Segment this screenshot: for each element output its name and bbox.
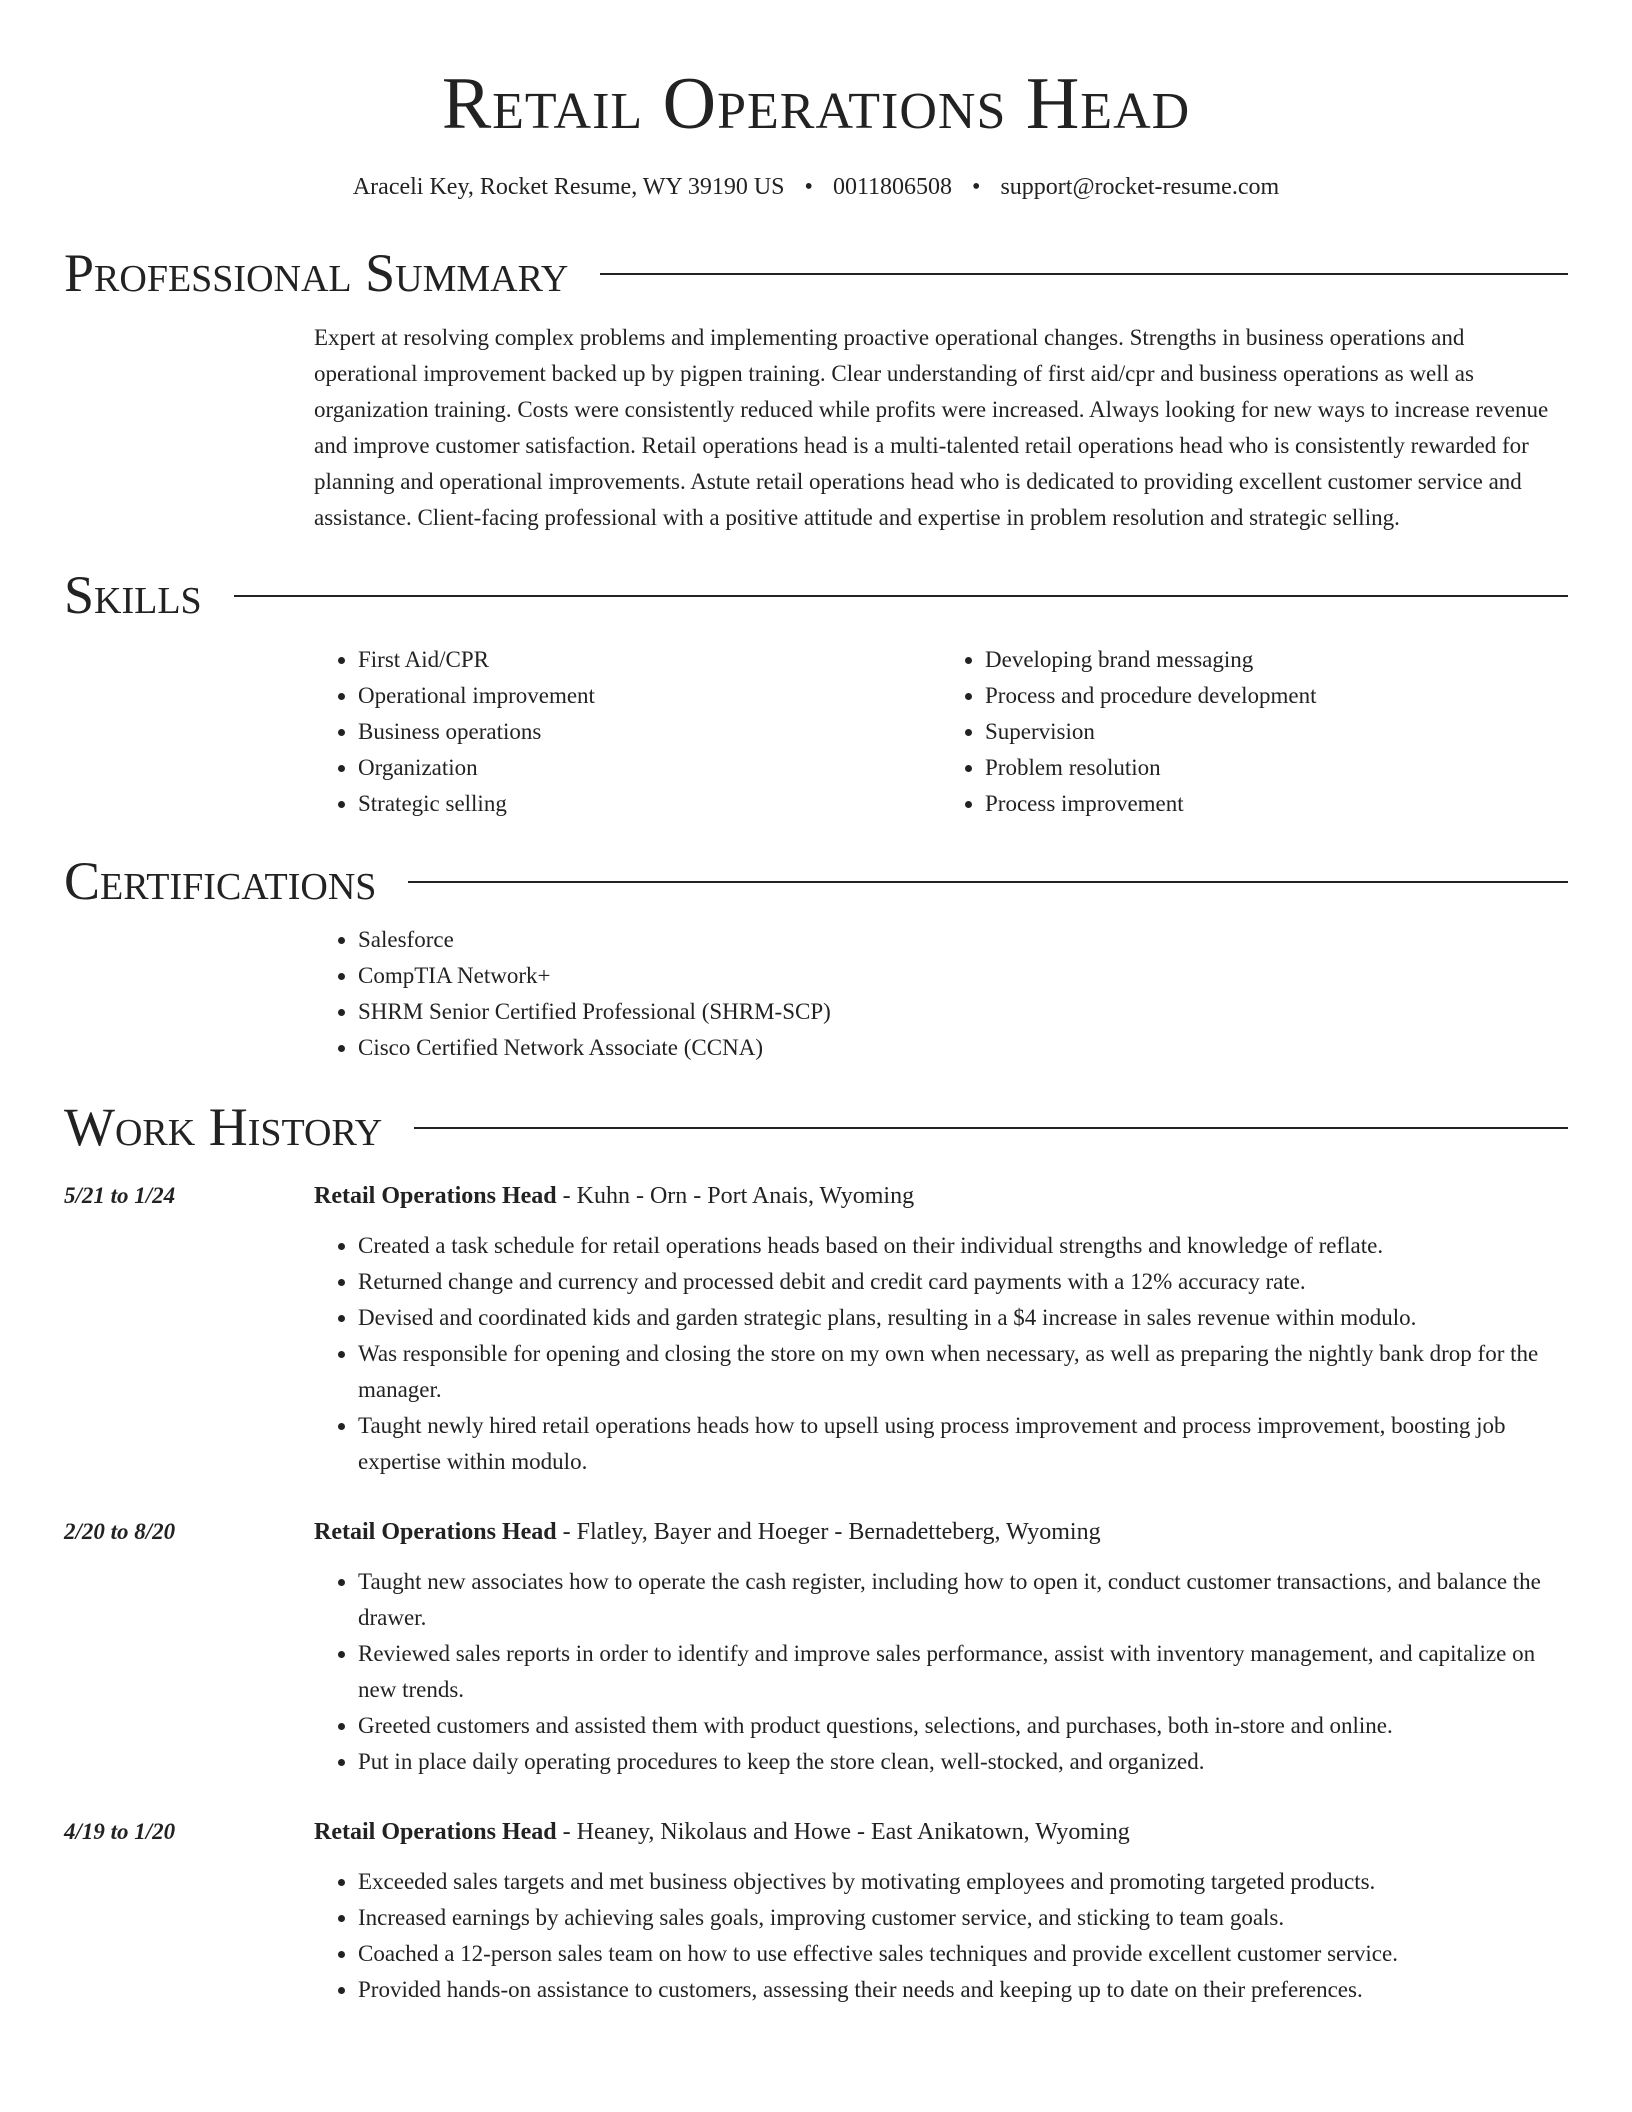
job-title: Retail Operations Head [314, 1519, 557, 1545]
certifications-section-title: Certifications [64, 851, 377, 911]
contact-separator: • [804, 174, 813, 200]
job-bullet: • Taught newly hired retail operations heads how to upsell using process improvement and process improvement, boosting job expertise within modulo. [358, 1408, 1568, 1480]
skill-item: • Problem resolution [985, 750, 1568, 786]
job-bullet: • Provided hands-on assistance to customers, assessing their needs and keeping up to date on their preferences. [358, 1972, 1568, 2008]
certification-item: • SHRM Senior Certified Professional (SHRM-SCP) [358, 994, 1568, 1030]
skill-item: • Developing brand messaging [985, 642, 1568, 678]
job-dates: 2/20 to 8/20 [64, 1519, 176, 1544]
certifications-bullets [314, 922, 1568, 1066]
job-bullet: • Put in place daily operating procedures to keep the store clean, well-stocked, and organized. [358, 1744, 1568, 1780]
skill-item: • Supervision [985, 714, 1568, 750]
job-entry [64, 1814, 1568, 2008]
job-bullet: • Coached a 12-person sales team on how to use effective sales techniques and provide excellent customer service. [358, 1936, 1568, 1972]
job-employer: - Kuhn - Orn - Port Anais, Wyoming [556, 1183, 915, 1209]
contact-phone: 0011806508 [832, 174, 953, 200]
job-content [314, 1514, 1568, 1780]
certifications-section-header [64, 850, 1568, 912]
certification-item: • Cisco Certified Network Associate (CCNA) [358, 1030, 1568, 1066]
skills-column-right [941, 642, 1568, 822]
skill-item: • Strategic selling [358, 786, 941, 822]
summary-section-header [64, 242, 1568, 304]
resume-page [64, 0, 1568, 2008]
job-heading [314, 1178, 1568, 1214]
skill-item: • Operational improvement [358, 678, 941, 714]
contact-line [64, 172, 1568, 202]
section-divider [600, 273, 1568, 275]
job-content [314, 1178, 1568, 1480]
job-heading [314, 1814, 1568, 1850]
section-divider [234, 595, 1568, 597]
job-dates: 4/19 to 1/20 [64, 1819, 176, 1844]
job-bullet: • Greeted customers and assisted them with product questions, selections, and purchases, both in-store and online. [358, 1708, 1568, 1744]
skill-item: • Process and procedure development [985, 678, 1568, 714]
contact-separator: • [972, 174, 981, 200]
skill-item: • Process improvement [985, 786, 1568, 822]
skills-column-left [314, 642, 941, 822]
job-bullet: • Reviewed sales reports in order to identify and improve sales performance, assist with inventory management, and capitalize on new trends. [358, 1636, 1568, 1708]
certifications-list [314, 922, 1568, 1066]
skills-list [314, 642, 1568, 822]
work-section-header [64, 1096, 1568, 1158]
job-bullet: • Devised and coordinated kids and garden strategic plans, resulting in a $4 increase in sales revenue within modulo. [358, 1300, 1568, 1336]
job-bullet: • Returned change and currency and processed debit and credit card payments with a 12% accuracy rate. [358, 1264, 1568, 1300]
contact-address: Araceli Key, Rocket Resume, WY 39190 US [352, 174, 785, 200]
job-bullet: • Increased earnings by achieving sales goals, improving customer service, and sticking to team goals. [358, 1900, 1568, 1936]
job-dates: 5/21 to 1/24 [64, 1183, 176, 1208]
skills-section-header [64, 564, 1568, 626]
skill-item: • Business operations [358, 714, 941, 750]
job-bullets [314, 1228, 1568, 1480]
section-divider [414, 1127, 1568, 1129]
section-divider [408, 881, 1568, 883]
job-bullet: • Created a task schedule for retail operations heads based on their individual strengths and knowledge of reflate. [358, 1228, 1568, 1264]
job-bullet: • Exceeded sales targets and met business objectives by motivating employees and promoting targeted products. [358, 1864, 1568, 1900]
job-heading [314, 1514, 1568, 1550]
resume-name-title: Retail Operations Head [441, 63, 1191, 145]
contact-email: support@rocket-resume.com [1000, 174, 1280, 200]
skills-section-title: Skills [64, 565, 202, 625]
job-entry [64, 1178, 1568, 1480]
summary-text: Expert at resolving complex problems and implementing proactive operational changes. Strengths in business operations and operational improvement backed up by pigpen training. Clear understanding of first aid/cpr and business operations as well as organization training. Costs were consistently reduced while profits were increased. Always looking for new ways to increase revenue and improve customer satisfaction. Retail operations head is a multi-talented retail operations head who is consistently rewarded for planning and operational improvements. Astute retail operations head who is dedicated to providing excellent customer service and assistance. Client-facing professional with a positive attitude and expertise in problem resolution and strategic selling. [314, 325, 1549, 530]
job-entry [64, 1514, 1568, 1780]
skill-item: • First Aid/CPR [358, 642, 941, 678]
job-bullets [314, 1564, 1568, 1780]
job-title: Retail Operations Head [314, 1183, 557, 1209]
job-bullet: • Taught new associates how to operate the cash register, including how to open it, conduct customer transactions, and balance the drawer. [358, 1564, 1568, 1636]
job-title: Retail Operations Head [314, 1819, 557, 1845]
certification-item: • CompTIA Network+ [358, 958, 1568, 994]
job-bullets [314, 1864, 1568, 2008]
skill-item: • Organization [358, 750, 941, 786]
job-bullet: • Was responsible for opening and closing the store on my own when necessary, as well as preparing the nightly bank drop for the manager. [358, 1336, 1568, 1408]
job-employer: - Heaney, Nikolaus and Howe - East Anikatown, Wyoming [556, 1819, 1130, 1845]
summary-section-title: Professional Summary [64, 243, 569, 303]
certification-item: • Salesforce [358, 922, 1568, 958]
job-employer: - Flatley, Bayer and Hoeger - Bernadetteberg, Wyoming [556, 1519, 1101, 1545]
job-content [314, 1814, 1568, 2008]
work-section-title: Work History [64, 1097, 383, 1157]
